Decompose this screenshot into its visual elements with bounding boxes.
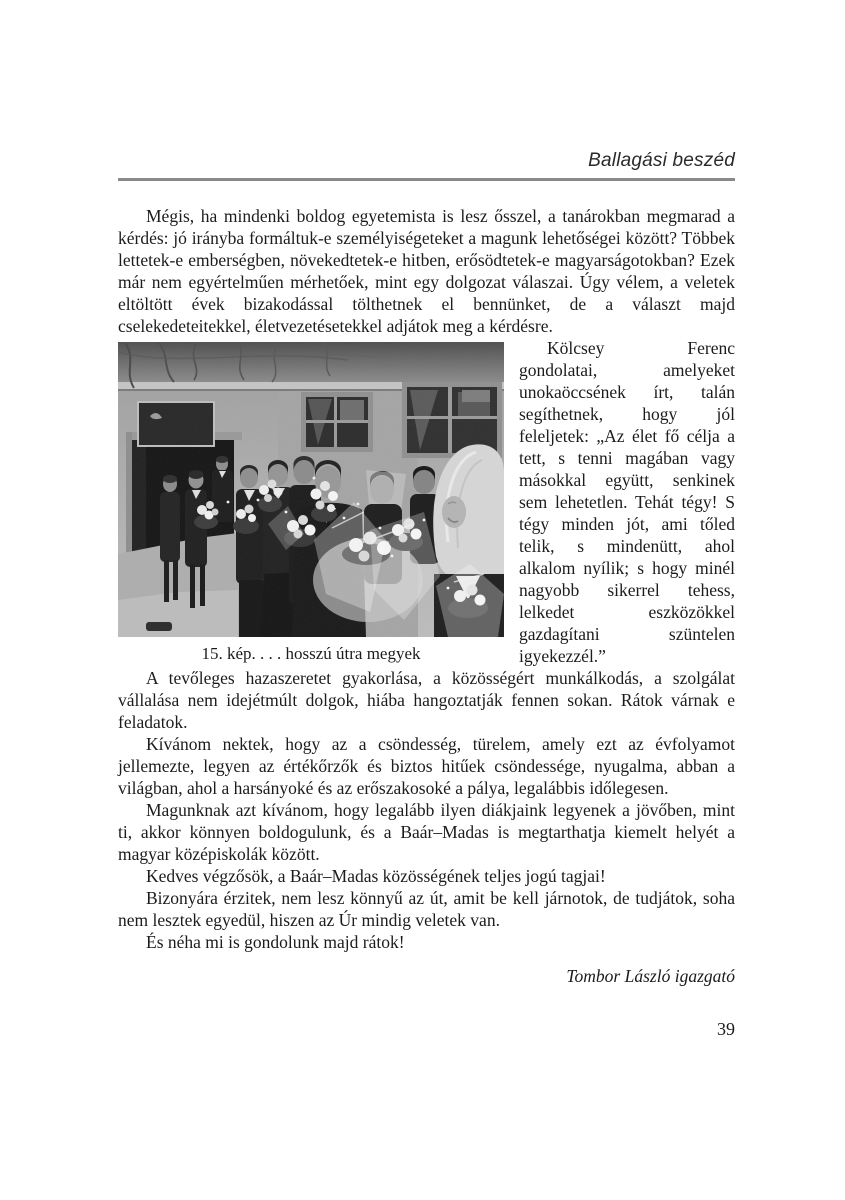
- running-header: [118, 150, 735, 181]
- page-number: 39: [717, 1019, 735, 1039]
- paragraph-3: A tevőleges hazaszeretet gyakorlása, a közösségért munkálkodás, a szolgálat vállalása nem idejétmúlt dolgok, hiába hangoztatják fennen sokan. Rátok várnak e feladatok.: [118, 668, 735, 732]
- graduation-photo: [118, 342, 504, 637]
- header-rule: [118, 178, 735, 181]
- paragraph-5: Magunknak azt kívánom, hogy legalább ilyen diákjaink legyenek a jövőben, mint ti, akkor könnyen boldogulunk, és a Baár–Madas is megtarthatja kiemelt helyét a magyar középiskolák között.: [118, 800, 735, 864]
- paragraph-7: Bizonyára érzitek, nem lesz könnyű az út, amit be kell járnotok, de tudjátok, soha nem lesztek egyedül, hiszen az Úr mindig veletek van.: [118, 888, 735, 930]
- paragraph-6: Kedves végzősök, a Baár–Madas közösségének teljes jogú tagjai!: [146, 866, 606, 886]
- figure-block: [118, 342, 504, 665]
- paragraph-4: Kívánom nektek, hogy az a csöndesség, türelem, amely ezt az évfolyamot jellemezte, legyen az értékőrzők és biztos hitűek csöndessége, nyugalma, abban a világban, ahol a harsányoké és az erőszakosoké a pálya, legalábbis időlegesen.: [118, 734, 735, 798]
- paragraph-1: Mégis, ha mindenki boldog egyetemista is lesz ősszel, a tanárokban megmarad a kérdés: jó irányba formáltuk-e személyiségeteket a magunk lehetőségei között? Többek lettetek-e emberségben, növekedtetek-e hitben, erősödtetek-e magyarságotokban? Ezek már nem egyértelműen mérhetőek, mint egy dolgozat válaszai. Úgy vélem, a veletek eltöltött évek bizakodással tölthetnek el bennünket, de a választ majd cselekedeteitekkel, életvezetésetekkel adjátok meg a kérdésre.: [118, 206, 735, 336]
- signature-line: Tombor László igazgató: [566, 966, 735, 986]
- figure-caption: 15. kép. . . . hosszú útra megyek: [201, 644, 421, 663]
- paragraph-8: És néha mi is gondolunk majd rátok!: [146, 932, 405, 952]
- paragraph-2: Kölcsey Ferenc gondolatai, amelyeket unokaöccsének írt, talán segíthetnek, hogy jól feleljetek: „Az élet fő célja a tett, s tenni magában vagy másokkal együtt, senkinek sem lehetetlen. Tehát tégy! S tégy minden jót, ami tőled telik, s mindenütt, ahol alkalom nyílik; s hogy minél nagyobb sikerrel tehess, lelkedet eszközökkel gazdagítani szüntelen igyekezzél.”: [519, 338, 735, 666]
- page-content: [118, 205, 735, 987]
- running-header-title: Ballagási beszéd: [588, 150, 735, 171]
